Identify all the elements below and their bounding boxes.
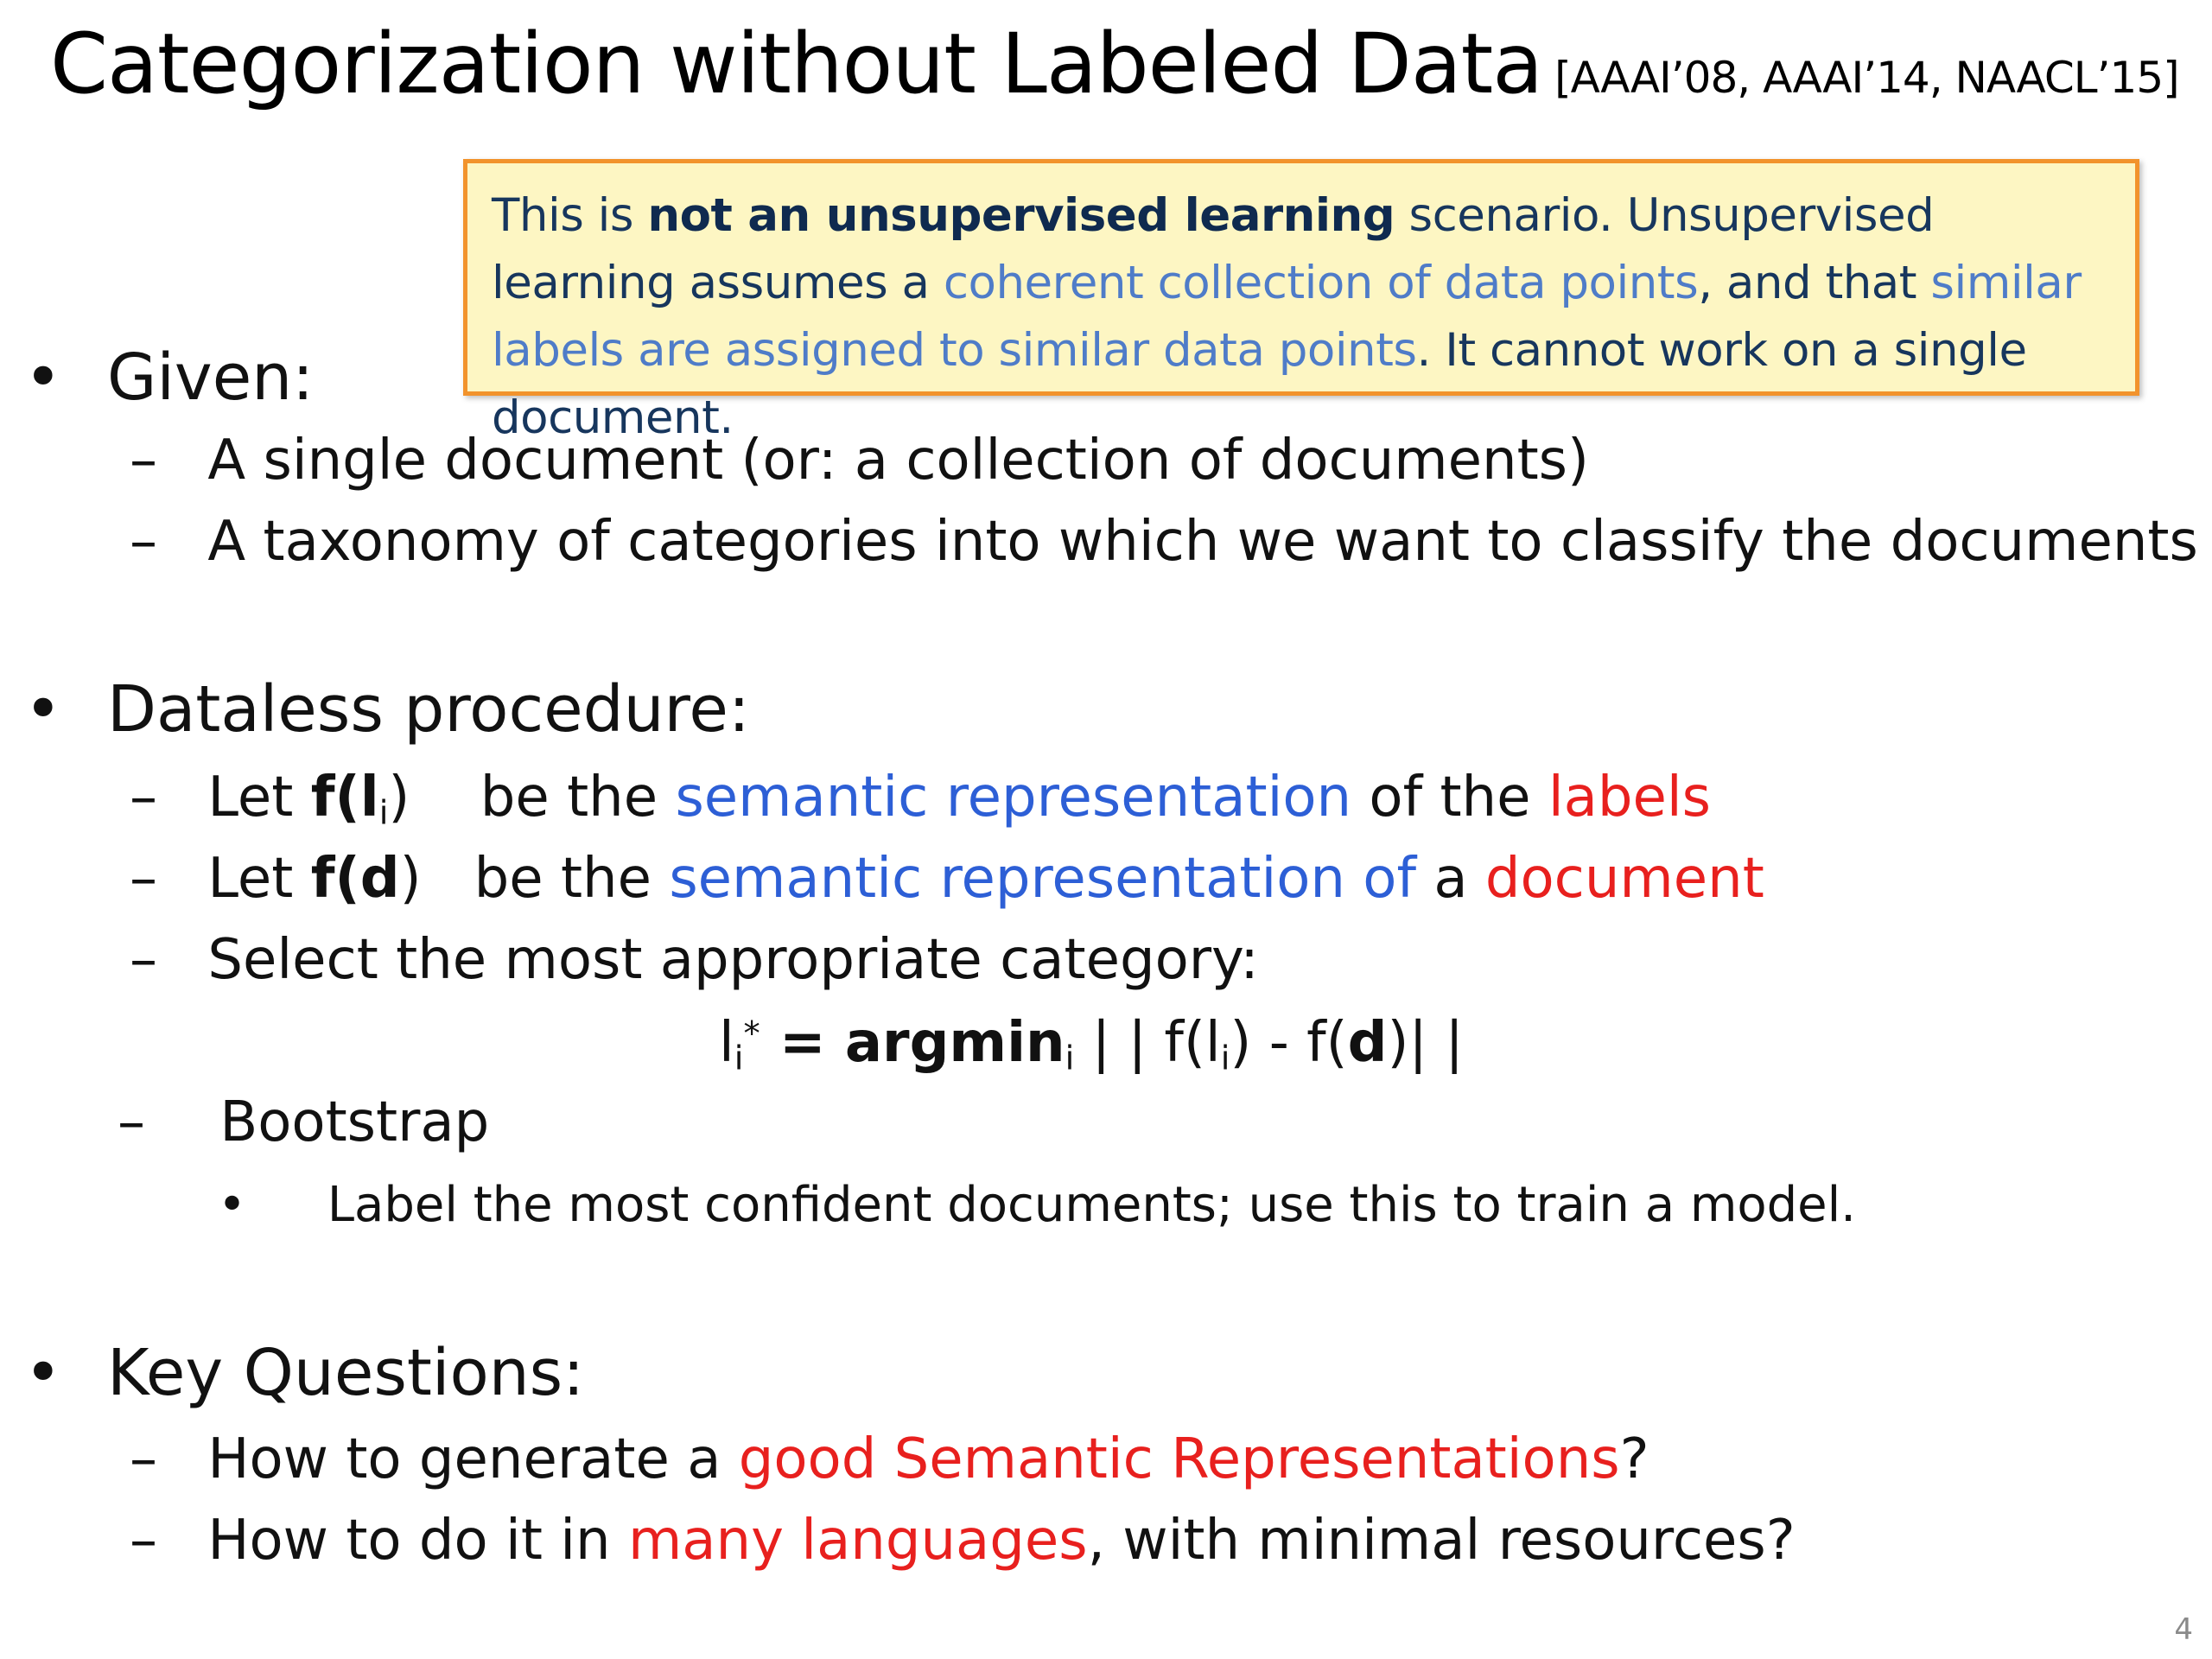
callout-text-5: , and that [1698, 257, 1931, 309]
key-heading: Key Questions: [107, 1336, 585, 1410]
item2-d: d [359, 847, 400, 911]
item2-semantic: semantic representation of [669, 847, 1416, 911]
key-question-2 [130, 1509, 1796, 1573]
item2-let: Let [207, 847, 311, 911]
callout-text-7: . It cannot work on a single document. [492, 324, 2027, 444]
item1-of: of the [1351, 766, 1548, 830]
q1-a: How to generate a [207, 1427, 739, 1491]
formula-star: * [743, 1014, 760, 1053]
given-heading: Given: [107, 340, 315, 415]
item1-close: ) [388, 766, 410, 830]
item2-close: ) [399, 847, 422, 911]
callout-text-3: scenario. Unsupervised learning assumes a [492, 189, 1935, 309]
item2-a: a [1415, 847, 1485, 911]
item1-let: Let [207, 766, 311, 830]
dash: – [118, 1090, 145, 1154]
bullet-dot: • [24, 340, 62, 415]
callout-highlight-2: similar labels are assigned to similar data points [492, 257, 2082, 377]
bootstrap-sub-text: Label the most confident documents; use this to train a model. [327, 1177, 1856, 1233]
item1-be: be the [410, 766, 676, 830]
sub-bullet-dot: • [218, 1177, 247, 1233]
item3-text: Select the most appropriate category: [207, 928, 1259, 992]
formula-norm: | | f(l [1074, 1011, 1221, 1075]
dataless-item-1 [130, 766, 1711, 833]
formula-minus: ) - f( [1230, 1011, 1348, 1075]
bullet-dataless [24, 672, 750, 747]
q2-highlight: many languages [627, 1509, 1088, 1573]
given-item-1-text: A single document (or: a collection of documents) [207, 429, 1589, 493]
q1-highlight: good Semantic Representations [738, 1427, 1620, 1491]
bullet-dot: • [24, 672, 62, 747]
q2-a: How to do it in [207, 1509, 628, 1573]
item1-func: f(l [310, 766, 379, 830]
callout-text-1: This is [492, 189, 648, 242]
title-main: Categorization without Labeled Data [50, 16, 1543, 112]
item2-be: be the [421, 847, 670, 911]
item1-semantic: semantic representation [675, 766, 1352, 830]
bullet-given [24, 340, 314, 415]
dash: – [130, 928, 157, 992]
given-item-1 [130, 429, 1589, 493]
bootstrap-item [118, 1090, 489, 1154]
q1-c: ? [1619, 1427, 1649, 1491]
key-question-1 [130, 1427, 1649, 1491]
page-number: 4 [2174, 1612, 2193, 1647]
callout-box [463, 159, 2139, 444]
dash: – [130, 1509, 157, 1573]
dataless-heading: Dataless procedure: [107, 672, 750, 747]
dash: – [130, 510, 157, 574]
item2-func: f( [310, 847, 360, 911]
given-item-2 [130, 510, 2198, 574]
callout-emphasis: not an unsupervised learning [647, 189, 1395, 242]
dash: – [130, 1427, 157, 1491]
dash: – [130, 766, 157, 830]
bullet-key-questions [24, 1336, 584, 1410]
given-item-2-text: A taxonomy of categories into which we want to classify the documents [207, 510, 2198, 574]
formula-end: )| | [1387, 1011, 1464, 1075]
bootstrap-text: Bootstrap [219, 1090, 490, 1154]
q2-c: , with minimal resources? [1087, 1509, 1796, 1573]
bullet-dot: • [24, 1336, 62, 1410]
dash: – [130, 429, 157, 493]
item2-document: document [1484, 847, 1764, 911]
dataless-item-2 [130, 847, 1764, 911]
slide-title [50, 16, 2179, 112]
callout-highlight-1: coherent collection of data points [943, 257, 1699, 309]
dash: – [130, 847, 157, 911]
title-references: [AAAI’08, AAAI’14, NAACL’15] [1554, 53, 2179, 103]
argmin-formula [719, 1011, 1464, 1078]
formula-sub-2: i [1065, 1039, 1075, 1078]
formula-sub-1: i [734, 1039, 744, 1078]
formula-d: d [1347, 1011, 1388, 1075]
formula-sub-3: i [1220, 1039, 1230, 1078]
dataless-item-3 [130, 928, 1259, 992]
item1-sub: i [378, 793, 389, 833]
formula-l: l [719, 1011, 734, 1075]
formula-argmin: = argmin [760, 1011, 1065, 1075]
bootstrap-sub-item [218, 1177, 1856, 1233]
item1-labels: labels [1548, 766, 1711, 830]
